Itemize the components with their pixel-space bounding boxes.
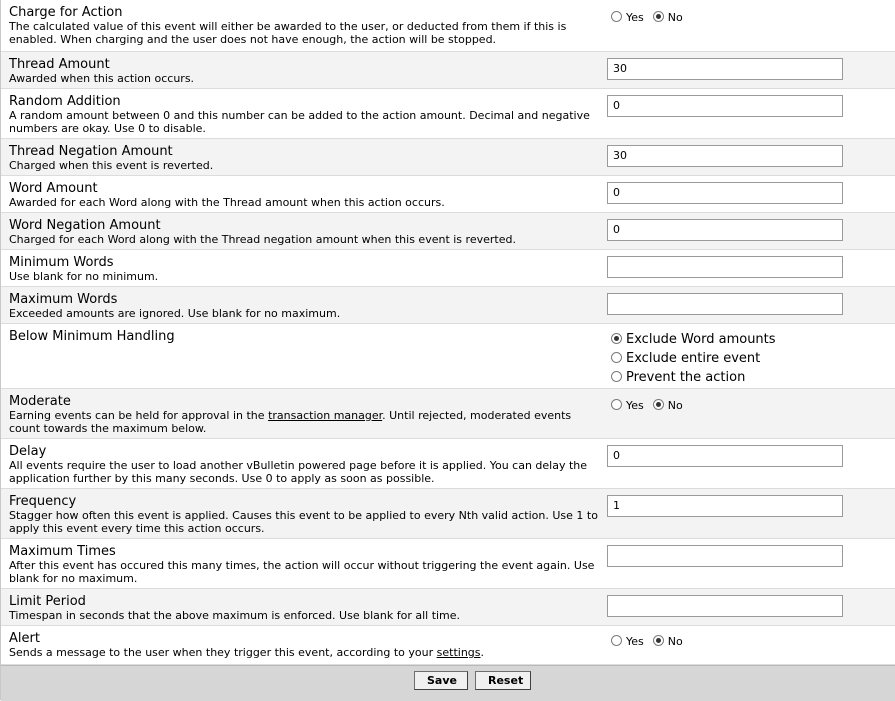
form-footer	[1, 665, 895, 701]
exclude-word-amounts-label: Exclude Word amounts	[626, 332, 776, 347]
maximum-times-input[interactable]	[607, 545, 843, 567]
prevent-the-action-label: Prevent the action	[626, 370, 746, 385]
charge-for-action-yes-radio[interactable]	[611, 11, 622, 22]
charge-for-action-no-radio[interactable]	[653, 11, 664, 22]
exclude-word-amounts-radio[interactable]	[611, 333, 622, 344]
minimum-words-input[interactable]	[607, 256, 843, 278]
row-limit-period	[1, 589, 895, 626]
row-minimum-words	[1, 250, 895, 287]
moderate-description: Earning events can be held for approval in the transaction manager. Until rejected, moderated events count towards the maximum below.	[9, 409, 572, 435]
charge-for-action-no-label: No	[667, 11, 683, 24]
word-negation-amount-input[interactable]: 0	[607, 219, 843, 241]
row-thread-amount	[1, 52, 895, 89]
frequency-title: Frequency	[9, 494, 77, 509]
random-addition-input[interactable]: 0	[607, 95, 843, 117]
alert-title: Alert	[9, 631, 40, 646]
moderate-radio-group	[611, 399, 692, 412]
row-maximum-words	[1, 287, 895, 324]
row-below-minimum-handling	[1, 324, 895, 389]
moderate-no-radio[interactable]	[653, 399, 664, 410]
row-maximum-times	[1, 539, 895, 589]
moderate-yes-label: Yes	[626, 399, 644, 412]
word-amount-description: Awarded for each Word along with the Thread amount when this action occurs.	[9, 196, 445, 209]
below-minimum-option-exclude-entire-event[interactable]	[611, 351, 769, 366]
reset-button[interactable]: Reset	[475, 671, 531, 690]
delay-input[interactable]: 0	[607, 445, 843, 467]
settings-link[interactable]: settings	[436, 646, 481, 659]
alert-yes-label: Yes	[626, 635, 644, 648]
charge-for-action-radio-group	[611, 11, 692, 24]
delay-title: Delay	[9, 444, 47, 459]
row-word-amount	[1, 176, 895, 213]
moderate-no-label: No	[667, 399, 683, 412]
moderate-title: Moderate	[9, 394, 71, 409]
exclude-entire-event-radio[interactable]	[611, 352, 622, 363]
random-addition-title: Random Addition	[9, 94, 121, 109]
row-charge-for-action	[1, 0, 895, 52]
below-minimum-handling-title: Below Minimum Handling	[9, 329, 175, 344]
thread-negation-amount-title: Thread Negation Amount	[9, 144, 173, 159]
charge-for-action-title: Charge for Action	[9, 5, 123, 20]
frequency-input[interactable]: 1	[607, 495, 843, 517]
maximum-words-description: Exceeded amounts are ignored. Use blank for no maximum.	[9, 307, 341, 320]
row-delay	[1, 439, 895, 489]
alert-radio-group	[611, 635, 692, 648]
thread-amount-description: Awarded when this action occurs.	[9, 72, 195, 85]
frequency-description: Stagger how often this event is applied. Causes this event to be applied to every Nth valid action. Use 1 to apply this event every time this action occurs.	[9, 509, 598, 535]
row-random-addition	[1, 89, 895, 139]
maximum-times-title: Maximum Times	[9, 544, 116, 559]
limit-period-input[interactable]	[607, 595, 843, 617]
word-negation-amount-description: Charged for each Word along with the Thread negation amount when this event is reverted.	[9, 233, 516, 246]
limit-period-description: Timespan in seconds that the above maximum is enforced. Use blank for all time.	[9, 609, 461, 622]
row-thread-negation-amount	[1, 139, 895, 176]
thread-negation-amount-description: Charged when this event is reverted.	[9, 159, 214, 172]
maximum-words-title: Maximum Words	[9, 292, 118, 307]
alert-yes-radio[interactable]	[611, 635, 622, 646]
exclude-entire-event-label: Exclude entire event	[626, 351, 761, 366]
alert-no-label: No	[667, 635, 683, 648]
prevent-the-action-radio[interactable]	[611, 371, 622, 382]
limit-period-title: Limit Period	[9, 594, 86, 609]
word-negation-amount-title: Word Negation Amount	[9, 218, 161, 233]
word-amount-input[interactable]: 0	[607, 182, 843, 204]
moderate-yes-radio[interactable]	[611, 399, 622, 410]
minimum-words-description: Use blank for no minimum.	[9, 270, 159, 283]
maximum-words-input[interactable]	[607, 293, 843, 315]
minimum-words-title: Minimum Words	[9, 255, 114, 270]
row-alert	[1, 626, 895, 665]
transaction-manager-link[interactable]: transaction manager	[268, 409, 383, 422]
charge-for-action-yes-label: Yes	[626, 11, 644, 24]
random-addition-description: A random amount between 0 and this number can be added to the action amount. Decimal and negative numbers are okay. Use 0 to disable.	[9, 109, 590, 135]
alert-no-radio[interactable]	[653, 635, 664, 646]
alert-description: Sends a message to the user when they trigger this event, according to your settings.	[9, 646, 485, 659]
charge-for-action-description: The calculated value of this event will either be awarded to the user, or deducted from them if this is enabled. When charging and the user does not have enough, the action will be stopped.	[9, 20, 567, 46]
thread-amount-input[interactable]: 30	[607, 58, 843, 80]
row-word-negation-amount	[1, 213, 895, 250]
word-amount-title: Word Amount	[9, 181, 98, 196]
maximum-times-description: After this event has occured this many times, the action will occur without triggering the event again. Use blank for no maximum.	[9, 559, 595, 585]
below-minimum-option-exclude-word-amounts[interactable]	[611, 332, 785, 347]
thread-negation-amount-input[interactable]: 30	[607, 145, 843, 167]
row-frequency	[1, 489, 895, 539]
delay-description: All events require the user to load another vBulletin powered page before it is applied. You can delay the application further by this many seconds. Use 0 to apply as soon as possible.	[9, 459, 588, 485]
below-minimum-option-prevent-the-action[interactable]	[611, 370, 754, 385]
save-button[interactable]: Save	[414, 671, 468, 690]
row-moderate	[1, 389, 895, 439]
thread-amount-title: Thread Amount	[9, 57, 110, 72]
